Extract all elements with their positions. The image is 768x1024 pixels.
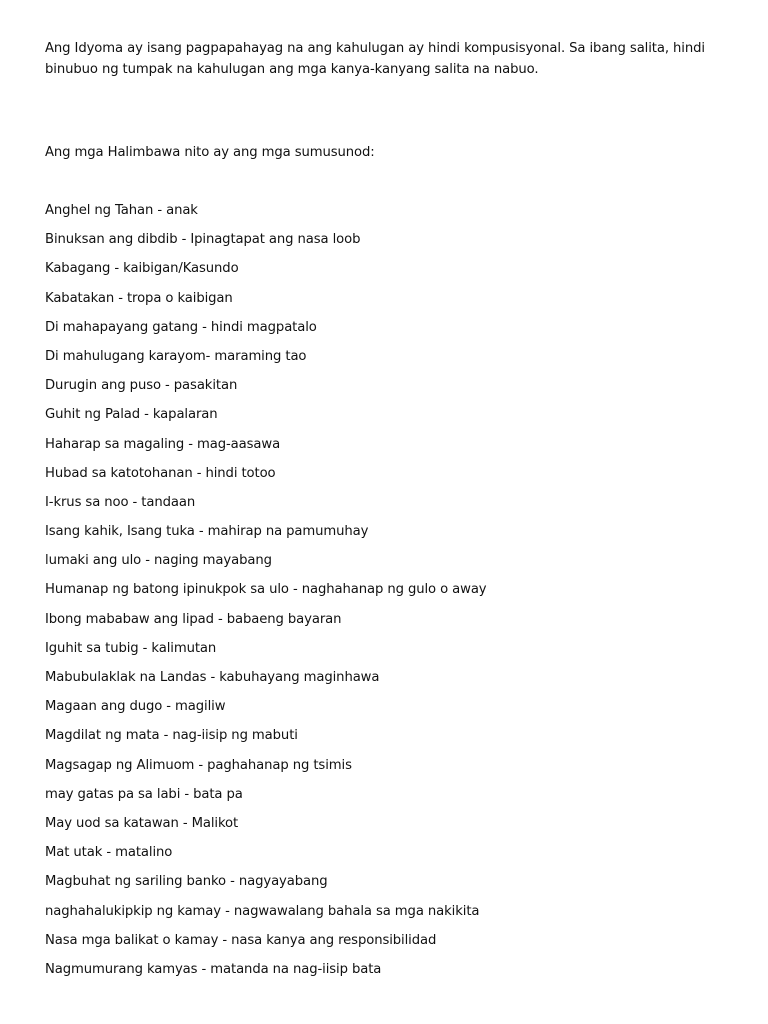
idiom-item: lumaki ang ulo - naging mayabang <box>45 553 272 569</box>
idiom-item: Mat utak - matalino <box>45 845 173 861</box>
idiom-item: Magaan ang dugo - magiliw <box>45 699 226 715</box>
document-page <box>45 38 735 977</box>
idiom-item: Guhit ng Palad - kapalaran <box>45 407 218 423</box>
idiom-item: may gatas pa sa labi - bata pa <box>45 786 243 802</box>
idiom-item: Di mahapayang gatang - hindi magpatalo <box>45 319 317 335</box>
idiom-item: Iguhit sa tubig - kalimutan <box>45 640 217 656</box>
idiom-list <box>45 202 487 990</box>
idiom-item: Anghel ng Tahan - anak <box>45 203 198 218</box>
idiom-item: I-krus sa noo - tandaan <box>45 494 196 510</box>
idiom-item: Magsagap ng Alimuom - paghahanap ng tsimis <box>45 757 352 773</box>
idiom-item: Nasa mga balikat o kamay - nasa kanya ang responsibilidad <box>45 932 437 948</box>
idiom-item: Hubad sa katotohanan - hindi totoo <box>45 465 276 481</box>
idiom-item: Binuksan ang dibdib - Ipinagtapat ang nasa loob <box>45 232 361 248</box>
idiom-item: Di mahulugang karayom- maraming tao <box>45 348 307 364</box>
idiom-item: Mabubulaklak na Landas - kabuhayang maginhawa <box>45 670 380 685</box>
idiom-item: Durugin ang puso - pasakitan <box>45 378 238 394</box>
idiom-item: Magdilat ng mata - nag-iisip ng mabuti <box>45 728 298 744</box>
idiom-item: Kabatakan - tropa o kaibigan <box>45 290 233 306</box>
idiom-item: Isang kahik, Isang tuka - mahirap na pamumuhay <box>45 524 369 540</box>
intro-paragraph: Ang Idyoma ay isang pagpapahayag na ang kahulugan ay hindi kompusisyonal. Sa ibang salita, hindi binubuo ng tumpak na kahulugan ang mga kanya-kanyang salita na nabuo. <box>45 41 705 77</box>
examples-lead: Ang mga Halimbawa nito ay ang mga sumusunod: <box>45 145 375 160</box>
idiom-item: Nagmumurang kamyas - matanda na nag-iisip bata <box>45 961 382 977</box>
idiom-item: Kabagang - kaibigan/Kasundo <box>45 261 239 277</box>
idiom-item: Haharap sa magaling - mag-aasawa <box>45 436 281 452</box>
idiom-item: Ibong mababaw ang lipad - babaeng bayaran <box>45 611 342 627</box>
idiom-item: May uod sa katawan - Malikot <box>45 815 239 831</box>
idiom-item: Humanap ng batong ipinukpok sa ulo - naghahanap ng gulo o away <box>45 582 487 598</box>
idiom-item: naghahalukipkip ng kamay - nagwawalang bahala sa mga nakikita <box>45 903 480 919</box>
idiom-item: Magbuhat ng sariling banko - nagyayabang <box>45 874 328 890</box>
